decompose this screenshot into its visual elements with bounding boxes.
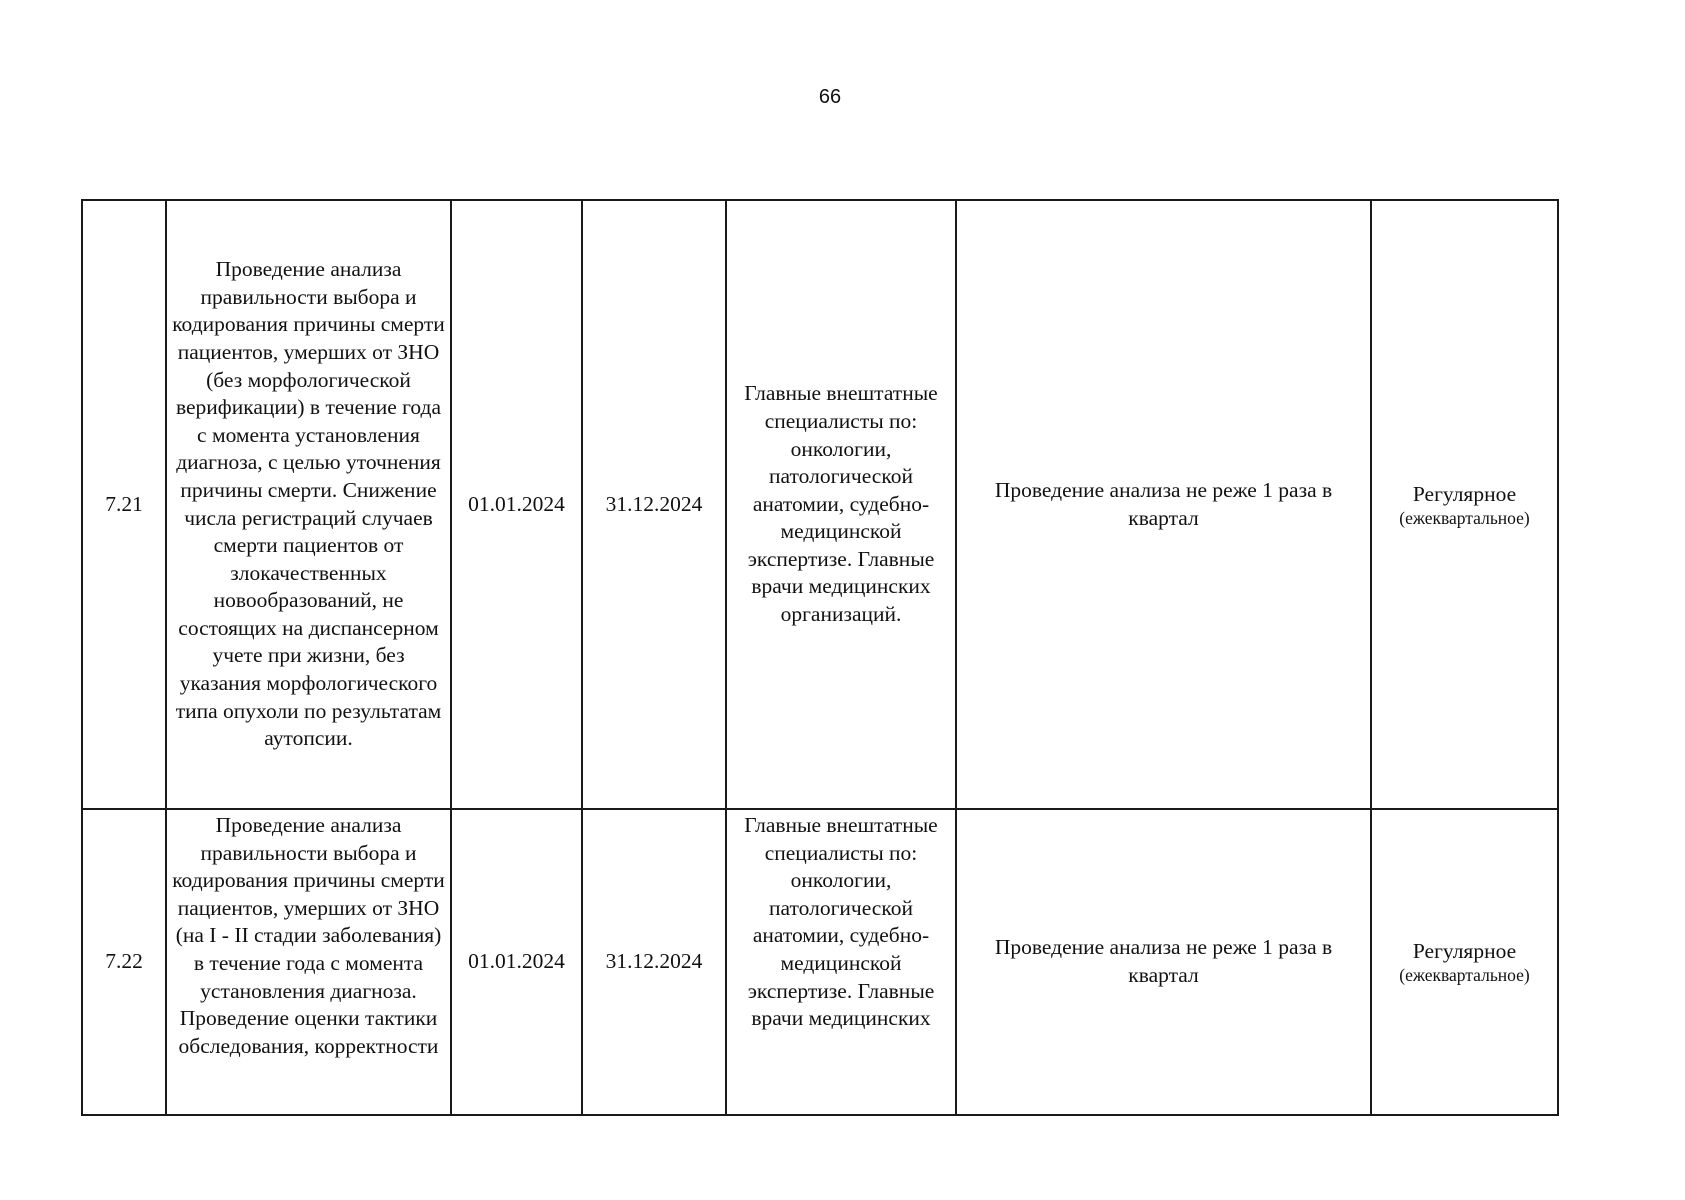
responsible-persons: Главные внештатные специалисты по: онкологии, патологической анатомии, судебно-медицинской экспертизе. Главные врачи медицинских организаций.	[726, 200, 956, 809]
row-number: 7.21	[82, 200, 166, 809]
start-date: 01.01.2024	[451, 809, 582, 1115]
measure-description: Проведение анализа правильности выбора и кодирования причины смерти пациентов, умерших от ЗНО (на I - II стадии заболевания) в течение года с момента установления диагноза. Проведение оценки тактики обследования, корректности	[166, 809, 451, 1115]
responsible-persons: Главные внештатные специалисты по: онкологии, патологической анатомии, судебно-медицинской экспертизе. Главные врачи медицинских	[726, 809, 956, 1115]
page-number: 66	[818, 86, 842, 108]
frequency-note: (ежеквартальное)	[1399, 965, 1530, 985]
frequency-cell	[1371, 200, 1558, 809]
frequency-cell	[1371, 809, 1558, 1115]
row-number: 7.22	[82, 809, 166, 1115]
start-date: 01.01.2024	[451, 200, 582, 809]
table-row	[82, 809, 1558, 1115]
measures-table	[81, 199, 1559, 1116]
table-row	[82, 200, 1558, 809]
expected-result: Проведение анализа не реже 1 раза в квартал	[956, 200, 1371, 809]
frequency-label: Регулярное	[1412, 939, 1517, 963]
measure-description: Проведение анализа правильности выбора и кодирования причины смерти пациентов, умерших от ЗНО (без морфологической верификации) в течение года с момента установления диагноза, с целью уточнения причины смерти. Снижение числа регистраций случаев смерти пациентов от злокачественных новообразований, не состоящих на диспансерном учете при жизни, без указания морфологического типа опухоли по результатам аутопсии.	[166, 200, 451, 809]
frequency-label: Регулярное	[1412, 481, 1517, 506]
frequency-note: (ежеквартальное)	[1399, 507, 1530, 528]
expected-result: Проведение анализа не реже 1 раза в квартал	[956, 809, 1371, 1115]
end-date: 31.12.2024	[582, 200, 726, 809]
end-date: 31.12.2024	[582, 809, 726, 1115]
